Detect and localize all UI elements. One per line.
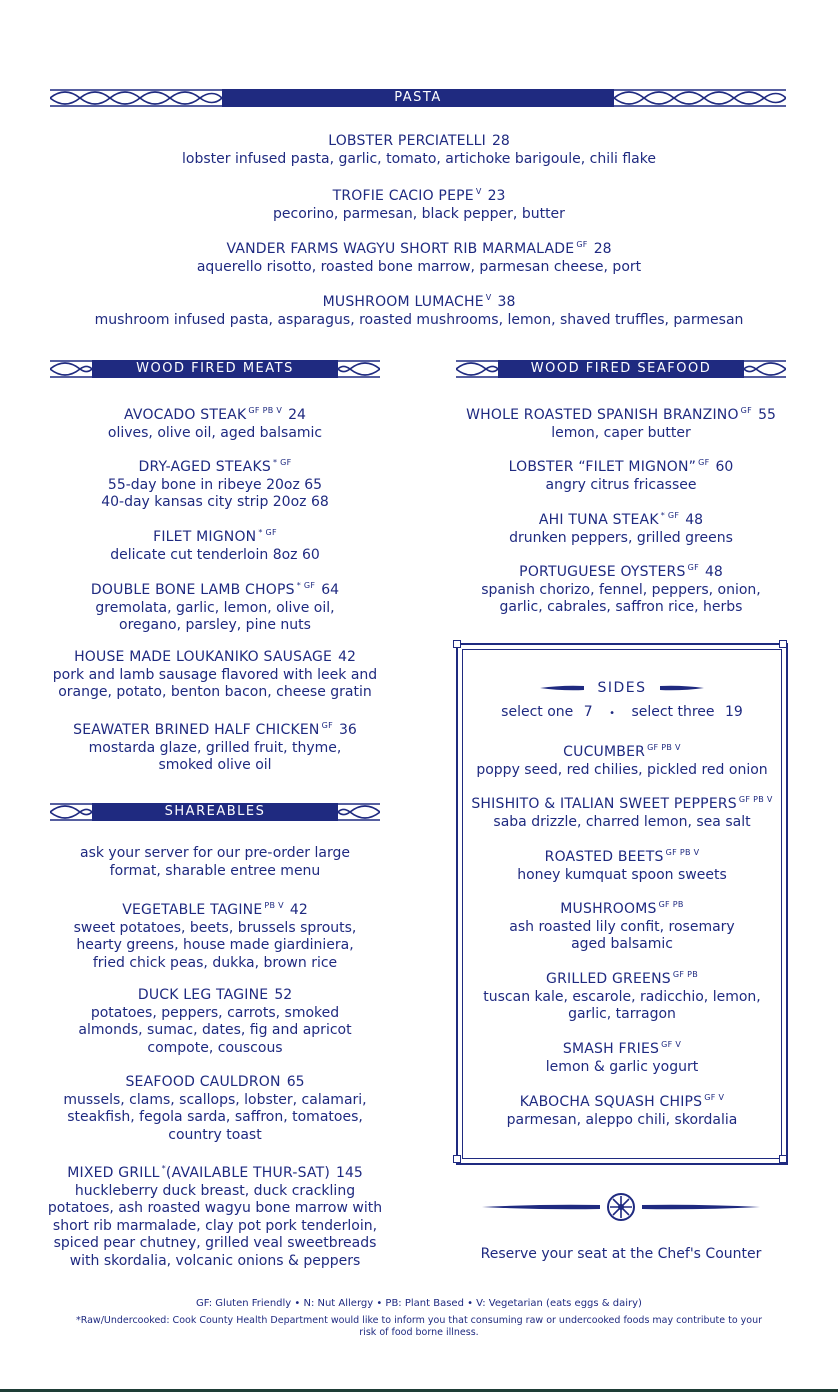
pasta-banner xyxy=(50,89,786,107)
item-price: 64 xyxy=(321,582,340,598)
item-name: DUCK LEG TAGINE xyxy=(137,987,269,1003)
sides-heading: SIDES xyxy=(597,679,647,696)
dietary-tag: GF PB V xyxy=(738,795,773,804)
item-description: 40-day kansas city strip 20oz 68 xyxy=(101,494,329,510)
shareables-intro xyxy=(30,845,400,880)
side-item xyxy=(456,966,788,1024)
dietary-tag: * GF xyxy=(296,581,316,590)
left-flourish xyxy=(540,684,584,692)
item-name: SMASH FRIES xyxy=(562,1041,660,1057)
dietary-tag: GF xyxy=(576,240,588,249)
item-description: lemon & garlic yogurt xyxy=(545,1058,699,1075)
side-item xyxy=(456,896,788,954)
menu-item xyxy=(436,402,806,442)
item-name: VEGETABLE TAGINE xyxy=(122,902,263,918)
dietary-tag: GF V xyxy=(704,1093,725,1102)
dietary-tag: GF xyxy=(321,721,333,730)
item-price: 42 xyxy=(289,902,308,918)
box-corner xyxy=(779,1155,787,1163)
sides-heading-row xyxy=(456,677,788,695)
shareables-heading: SHAREABLES xyxy=(92,803,338,821)
menu-item xyxy=(40,131,798,168)
disclaimer-line: risk of food borne illness. xyxy=(359,1327,479,1338)
item-description: pecorino, parmesan, black pepper, butter xyxy=(273,205,565,222)
box-corner xyxy=(453,640,461,648)
item-description: almonds, sumac, dates, fig and apricot xyxy=(78,1022,352,1038)
item-price: 28 xyxy=(491,133,510,149)
item-description: parmesan, aleppo chili, skordalia xyxy=(506,1111,738,1128)
item-name: ROASTED BEETS xyxy=(544,849,664,865)
dietary-tag: * GF xyxy=(272,458,292,467)
item-price: 48 xyxy=(704,564,723,580)
dietary-tag: V xyxy=(475,187,482,196)
item-name: SEAFOOD CAULDRON xyxy=(125,1074,281,1090)
item-description: steakfish, fegola sarda, saffron, tomatoes, xyxy=(67,1109,363,1125)
item-name: CUCUMBER xyxy=(563,744,646,760)
item-description: oregano, parsley, pine nuts xyxy=(119,617,311,633)
item-name: MUSHROOM LUMACHE xyxy=(322,294,484,310)
item-description: spanish chorizo, fennel, peppers, onion, xyxy=(481,581,761,598)
dietary-tag: PB V xyxy=(264,901,284,910)
item-name: VANDER FARMS WAGYU SHORT RIB MARMALADE xyxy=(226,241,575,257)
meats-heading: WOOD FIRED MEATS xyxy=(92,360,338,378)
pasta-heading: PASTA xyxy=(222,89,614,107)
item-name: MUSHROOMS xyxy=(560,901,657,917)
item-name: LOBSTER “FILET MIGNON” xyxy=(508,459,697,475)
select-three-label: select three xyxy=(631,704,715,720)
item-price: 48 xyxy=(685,512,704,528)
item-description: garlic, tarragon xyxy=(568,1006,676,1022)
item-description: potatoes, peppers, carrots, smoked xyxy=(90,1004,340,1021)
item-description: aquerello risotto, roasted bone marrow, parmesan cheese, port xyxy=(196,258,642,275)
wave-ornament-right xyxy=(744,360,786,378)
item-description: olives, olive oil, aged balsamic xyxy=(107,424,323,441)
separator-dot: • xyxy=(609,708,615,719)
dietary-tag: GF PB xyxy=(658,900,684,909)
item-description: with skordalia, volcanic onions & peppers xyxy=(69,1252,361,1269)
menu-item xyxy=(30,577,400,635)
menu-item xyxy=(40,289,798,329)
seafood-banner xyxy=(456,360,786,378)
right-flourish xyxy=(660,684,704,692)
item-name: AHI TUNA STEAK xyxy=(538,512,659,528)
item-description: smoked olive oil xyxy=(158,757,272,773)
item-description: short rib marmalade, clay pot pork tenderloin, xyxy=(52,1217,378,1234)
wave-ornament-right xyxy=(338,360,380,378)
shareables-banner xyxy=(50,803,380,821)
side-item xyxy=(456,791,788,831)
item-description: garlic, cabrales, saffron rice, herbs xyxy=(499,599,743,615)
item-description: compote, couscous xyxy=(147,1039,283,1056)
item-name: SHISHITO & ITALIAN SWEET PEPPERS xyxy=(471,796,737,812)
wave-ornament-right xyxy=(614,89,786,107)
item-price: 38 xyxy=(497,294,516,310)
dietary-tag: V xyxy=(485,293,492,302)
meats-banner xyxy=(50,360,380,378)
dietary-tag: GF xyxy=(740,406,753,415)
item-name: HOUSE MADE LOUKANIKO SAUSAGE xyxy=(74,649,333,665)
item-description: angry citrus fricassee xyxy=(545,476,697,493)
item-description: orange, potato, benton bacon, cheese gratin xyxy=(58,684,372,700)
item-name: WHOLE ROASTED SPANISH BRANZINO xyxy=(466,407,739,423)
item-description: gremolata, garlic, lemon, olive oil, xyxy=(95,599,335,616)
dietary-tag: * GF xyxy=(258,528,277,537)
dietary-tag: GF PB V xyxy=(248,406,283,415)
side-item xyxy=(456,739,788,779)
item-description: lemon, caper butter xyxy=(551,424,691,441)
item-name: LOBSTER PERCIATELLI xyxy=(328,133,486,149)
raw-food-disclaimer xyxy=(40,1315,798,1339)
disclaimer-line: *Raw/Undercooked: Cook County Health Department would like to inform you that consuming raw or undercooked foods may contribute to your xyxy=(75,1315,763,1326)
item-name: MIXED GRILL xyxy=(67,1165,160,1181)
item-description: mushroom infused pasta, asparagus, roasted mushrooms, lemon, shaved truffles, parmesan xyxy=(94,311,744,328)
menu-item xyxy=(30,985,400,1057)
wave-ornament-right xyxy=(338,803,380,821)
item-description: delicate cut tenderloin 8oz 60 xyxy=(110,546,320,563)
item-description: poppy seed, red chilies, pickled red onion xyxy=(476,761,768,778)
item-description: mostarda glaze, grilled fruit, thyme, xyxy=(88,739,342,756)
item-description: spiced pear chutney, grilled veal sweetbreads xyxy=(53,1235,377,1251)
intro-line: format, sharable entree menu xyxy=(109,862,321,879)
item-name: GRILLED GREENS xyxy=(546,971,671,987)
item-description: honey kumquat spoon sweets xyxy=(517,866,727,883)
menu-item xyxy=(436,454,806,494)
select-one-label: select one xyxy=(501,704,574,720)
dietary-tag: GF PB V xyxy=(665,848,700,857)
select-one-price: 7 xyxy=(583,704,593,720)
menu-item xyxy=(30,454,400,512)
dietary-tag: GF xyxy=(687,563,699,572)
item-price: 42 xyxy=(338,649,356,665)
item-description: pork and lamb sausage flavored with leek and xyxy=(52,666,378,683)
item-name-availability: (AVAILABLE THUR-SAT) xyxy=(165,1165,331,1181)
menu-item xyxy=(30,717,400,775)
dietary-tag: GF xyxy=(698,458,710,467)
item-description: 55-day bone in ribeye 20oz 65 xyxy=(107,476,323,493)
item-description: sweet potatoes, beets, brussels sprouts, xyxy=(73,919,357,936)
item-description: drunken peppers, grilled greens xyxy=(509,529,733,546)
item-price: 65 xyxy=(286,1074,305,1090)
item-price: 60 xyxy=(715,459,734,475)
item-price: 55 xyxy=(758,407,776,423)
item-description: hearty greens, house made giardiniera, xyxy=(76,937,354,953)
sides-pricing xyxy=(456,704,788,720)
menu-item xyxy=(40,236,798,276)
item-price: 28 xyxy=(593,241,612,257)
dietary-tag: GF V xyxy=(661,1040,682,1049)
dietary-tag: GF PB V xyxy=(647,743,681,752)
wave-ornament-left xyxy=(50,803,92,821)
menu-item xyxy=(436,559,806,617)
item-name: TROFIE CACIO PEPE xyxy=(332,188,474,204)
item-price: 24 xyxy=(288,407,306,423)
item-description: country toast xyxy=(168,1126,262,1143)
menu-item xyxy=(30,1072,400,1144)
item-description: ash roasted lily confit, rosemary xyxy=(509,918,735,935)
menu-item xyxy=(30,1160,400,1270)
medallion-divider xyxy=(482,1190,760,1224)
seafood-heading: WOOD FIRED SEAFOOD xyxy=(498,360,744,378)
item-description: saba drizzle, charred lemon, sea salt xyxy=(493,813,751,830)
item-name: PORTUGUESE OYSTERS xyxy=(519,564,686,580)
wave-ornament-left xyxy=(456,360,498,378)
item-price: 23 xyxy=(487,188,506,204)
item-name: FILET MIGNON xyxy=(153,529,257,545)
wave-ornament-left xyxy=(50,360,92,378)
menu-item xyxy=(436,507,806,547)
item-description: huckleberry duck breast, duck crackling xyxy=(74,1182,356,1199)
item-name: DRY-AGED STEAKS xyxy=(138,459,271,475)
menu-item xyxy=(30,402,400,442)
dietary-legend: GF: Gluten Friendly • N: Nut Allergy • PB: Plant Based • V: Vegetarian (eats eggs & dairy) xyxy=(196,1298,642,1309)
select-three-price: 19 xyxy=(725,704,743,720)
item-description: mussels, clams, scallops, lobster, calamari, xyxy=(63,1091,367,1108)
side-item xyxy=(456,1089,788,1129)
item-name: KABOCHA SQUASH CHIPS xyxy=(519,1094,703,1110)
intro-line: ask your server for our pre-order large xyxy=(80,845,350,861)
menu-item xyxy=(30,897,400,972)
menu-item xyxy=(40,183,798,223)
item-name: AVOCADO STEAK xyxy=(124,407,247,423)
item-description: lobster infused pasta, garlic, tomato, artichoke barigoule, chili flake xyxy=(182,150,656,167)
item-description: fried chick peas, dukka, brown rice xyxy=(92,954,338,971)
wave-ornament-left xyxy=(50,89,222,107)
dietary-tag: GF PB xyxy=(672,970,698,979)
item-description: aged balsamic xyxy=(571,936,673,952)
item-price: 145 xyxy=(336,1165,363,1181)
chef-counter-link[interactable]: Reserve your seat at the Chef's Counter xyxy=(480,1246,762,1262)
raw-tag: * xyxy=(161,1164,166,1173)
box-corner xyxy=(453,1155,461,1163)
item-name: SEAWATER BRINED HALF CHICKEN xyxy=(73,722,320,738)
side-item xyxy=(456,1036,788,1076)
side-item xyxy=(456,844,788,884)
dietary-tag: * GF xyxy=(660,511,680,520)
item-description: potatoes, ash roasted wagyu bone marrow with xyxy=(47,1200,383,1216)
item-price: 52 xyxy=(274,987,293,1003)
item-price: 36 xyxy=(339,722,357,738)
menu-item xyxy=(30,647,400,702)
item-name: DOUBLE BONE LAMB CHOPS xyxy=(90,582,295,598)
menu-item xyxy=(30,524,400,564)
item-description: tuscan kale, escarole, radicchio, lemon, xyxy=(483,988,761,1005)
box-corner xyxy=(779,640,787,648)
